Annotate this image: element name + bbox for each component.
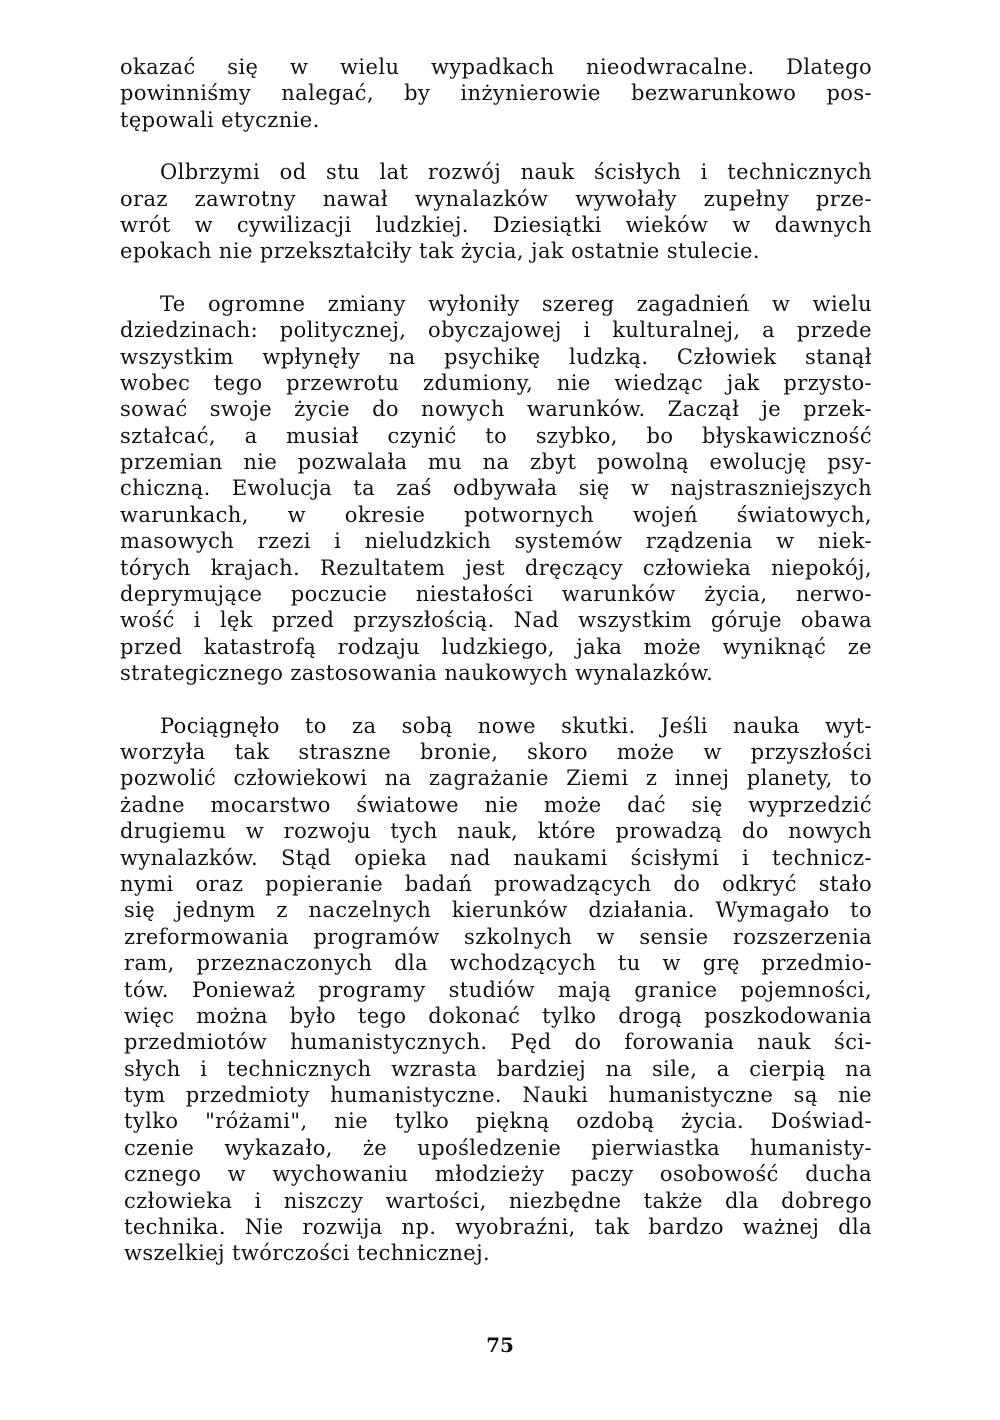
text-line: wszystkim wpłynęły na psychikę ludzką. Człowiek stanął [120, 344, 872, 369]
text-line: epokach nie przekształciły tak życia, jak ostatnie stulecie. [120, 239, 760, 264]
text-line: słych i technicznych wzrasta bardziej na sile, a cierpią na [124, 1056, 872, 1081]
text-line: drugiemu w rozwoju tych nauk, które prowadzą do nowych [120, 819, 872, 844]
paragraph-2 [120, 159, 872, 265]
book-page-text [120, 54, 872, 1293]
text-line: ram, przeznaczonych dla wchodzących tu w grę przedmio- [124, 951, 872, 976]
text-line: Olbrzymi od stu lat rozwój nauk ścisłych i technicznych [160, 160, 872, 185]
text-line: dziedzinach: politycznej, obyczajowej i kulturalnej, a przede [120, 318, 872, 343]
text-line: technika. Nie rozwija np. wyobraźni, tak bardzo ważnej dla [124, 1215, 872, 1240]
text-line: tylko "różami", nie tylko piękną ozdobą życia. Doświad- [124, 1109, 872, 1134]
paragraph-4 [120, 713, 872, 1267]
text-line: przed katastrofą rodzaju ludzkiego, jaka może wyniknąć ze [120, 634, 872, 659]
text-line: przemian nie pozwalała mu na zbyt powolną ewolucję psy- [120, 450, 872, 475]
text-line: wość i lęk przed przyszłością. Nad wszystkim góruje obawa [120, 608, 872, 633]
text-line: cznego w wychowaniu młodzieży paczy osobowość ducha [124, 1162, 872, 1187]
page-number: 75 [486, 1333, 514, 1357]
text-line: sować swoje życie do nowych warunków. Zaczął je przek- [120, 397, 872, 422]
text-line: wszelkiej twórczości technicznej. [124, 1241, 491, 1266]
text-line: wrót w cywilizacji ludzkiej. Dziesiątki wieków w dawnych [120, 212, 872, 237]
text-line: worzyła tak straszne bronie, skoro może w przyszłości [120, 739, 872, 764]
paragraph-1 [120, 54, 872, 133]
text-line: żadne mocarstwo światowe nie może dać się wyprzedzić [120, 792, 872, 817]
text-line: wobec tego przewrotu zdumiony, nie wiedząc jak przysto- [120, 370, 872, 395]
text-line: chiczną. Ewolucja ta zaś odbywała się w najstraszniejszych [120, 476, 872, 501]
text-line: pozwolić człowiekowi na zagrażanie Ziemi z innej planety, to [120, 766, 872, 791]
text-line: Pociągnęło to za sobą nowe skutki. Jeśli nauka wyt- [160, 713, 872, 738]
text-line: tów. Ponieważ programy studiów mają granice pojemności, [124, 977, 872, 1002]
text-line: wynalazków. Stąd opieka nad naukami ścisłymi i technicz- [120, 845, 872, 870]
paragraph-3 [120, 291, 872, 687]
text-line: masowych rzezi i nieludzkich systemów rządzenia w niek- [120, 529, 872, 554]
text-line: przedmiotów humanistycznych. Pęd do forowania nauk ści- [124, 1030, 872, 1055]
text-line: okazać się w wielu wypadkach nieodwracalne. Dlatego [120, 55, 872, 79]
text-line: tępowali etycznie. [120, 107, 320, 132]
text-line: ształcać, a musiał czynić to szybko, bo błyskawiczność [120, 423, 872, 448]
text-line: powinniśmy nalegać, by inżynierowie bezwarunkowo pos- [120, 81, 872, 106]
text-line: Te ogromne zmiany wyłoniły szereg zagadnień w wielu [160, 291, 872, 316]
text-line: nymi oraz popieranie badań prowadzących do odkryć stało [120, 871, 872, 896]
text-line: tórych krajach. Rezultatem jest dręczący człowieka niepokój, [120, 555, 872, 580]
text-line: czenie wykazało, że upośledzenie pierwiastka humanisty- [124, 1135, 872, 1160]
text-line: deprymujące poczucie niestałości warunków życia, nerwo- [120, 582, 872, 607]
text-line: warunkach, w okresie potwornych wojeń światowych, [120, 502, 872, 527]
text-line: tym przedmioty humanistyczne. Nauki humanistyczne są nie [124, 1083, 872, 1108]
text-line: więc można było tego dokonać tylko drogą poszkodowania [124, 1003, 872, 1028]
text-line: człowieka i niszczy wartości, niezbędne także dla dobrego [124, 1188, 872, 1213]
text-line: strategicznego zastosowania naukowych wynalazków. [120, 661, 714, 686]
text-line: się jednym z naczelnych kierunków działania. Wymagało to [124, 898, 872, 923]
text-line: oraz zawrotny nawał wynalazków wywołały zupełny prze- [120, 186, 872, 211]
text-line: zreformowania programów szkolnych w sensie rozszerzenia [124, 924, 872, 949]
